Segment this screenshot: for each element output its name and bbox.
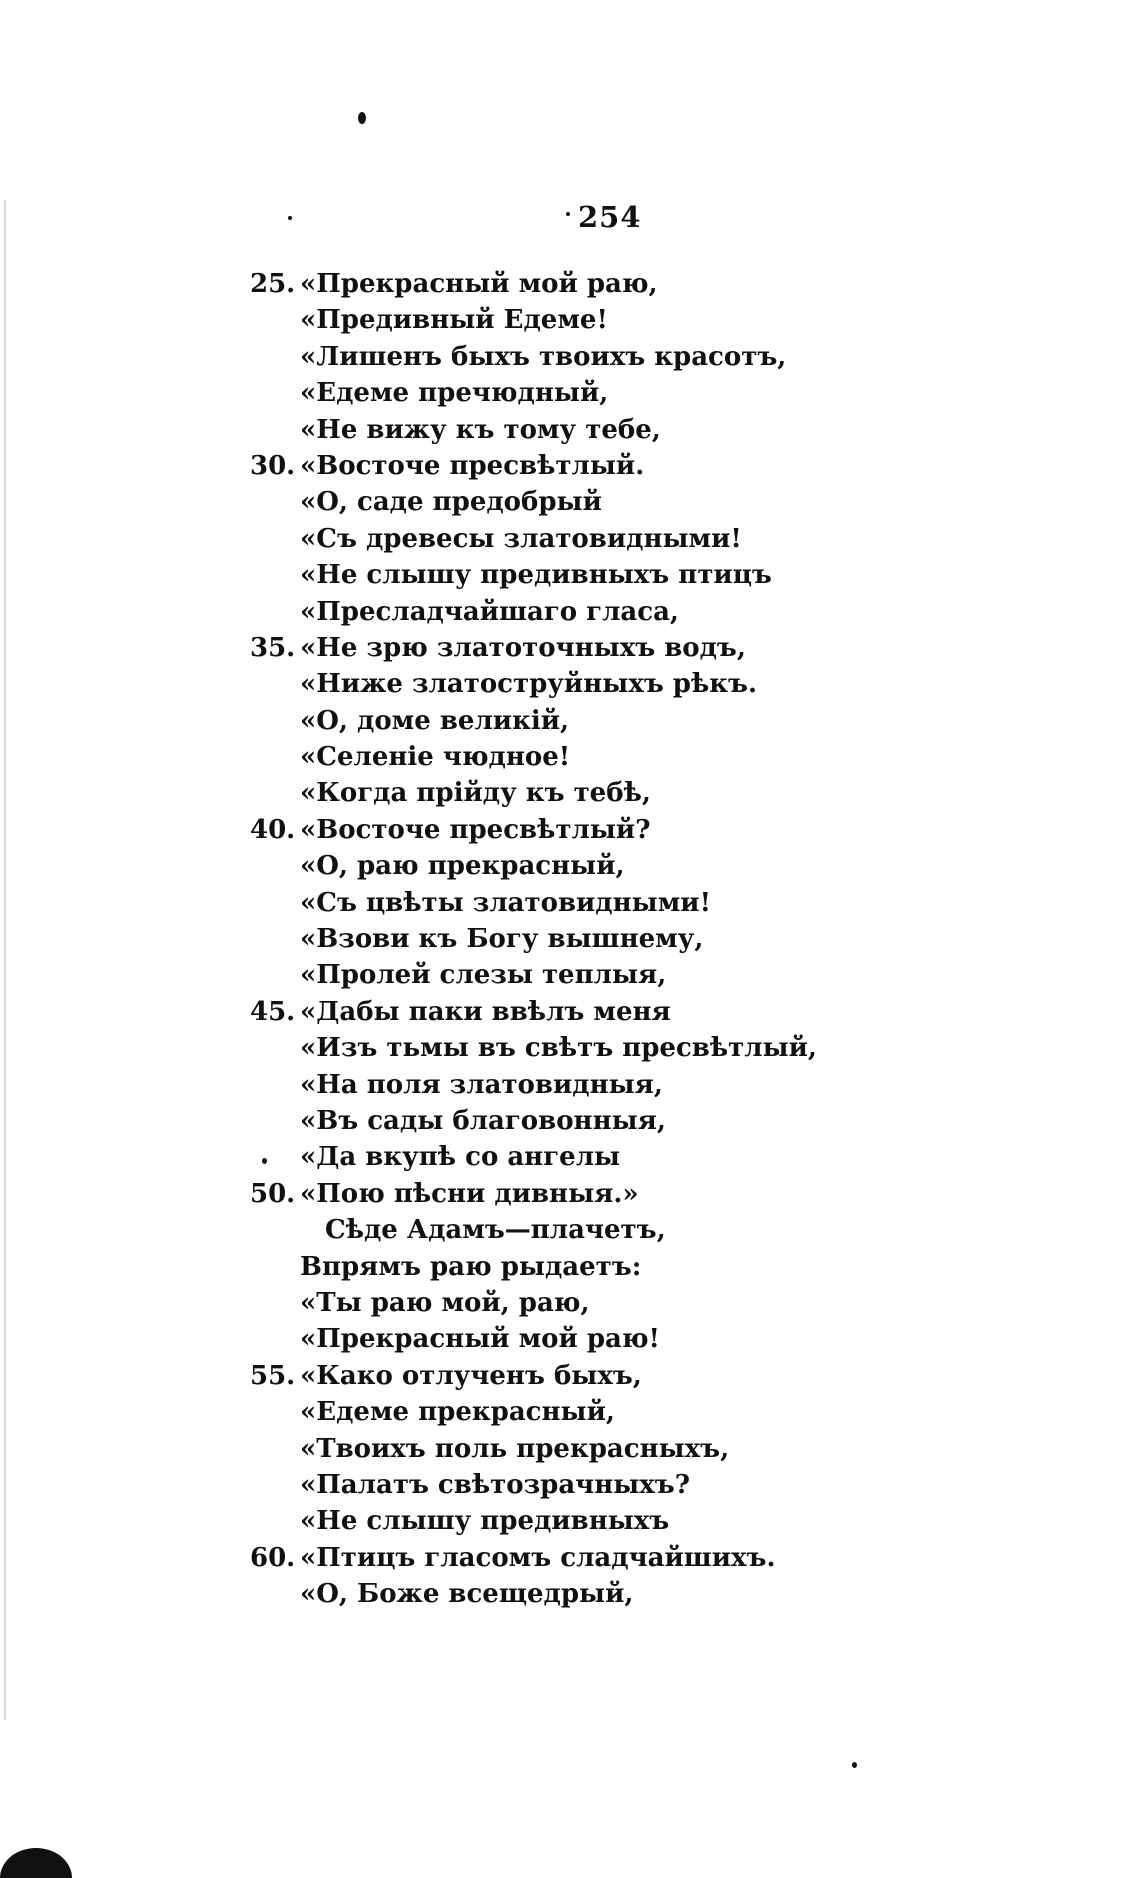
line-number: 30. bbox=[250, 450, 296, 481]
poem-line bbox=[0, 412, 1140, 448]
line-text: «Въ сады благовонныя, bbox=[300, 1105, 666, 1136]
poem-line bbox=[0, 448, 1140, 484]
poem-line bbox=[0, 1067, 1140, 1103]
poem-line bbox=[0, 557, 1140, 593]
speck-header-left bbox=[288, 216, 292, 220]
line-text: «Не слышу предивныхъ bbox=[300, 1506, 670, 1537]
speck-top bbox=[358, 112, 366, 124]
line-text: «Съ цвѣты златовидными! bbox=[300, 887, 711, 918]
line-text: «О, раю прекрасный, bbox=[300, 851, 625, 882]
poem-line bbox=[0, 1467, 1140, 1503]
line-number: 40. bbox=[250, 814, 296, 845]
page-number: 254 bbox=[578, 200, 642, 234]
poem-line bbox=[0, 302, 1140, 338]
line-text: «Восточе пресвѣтлый? bbox=[300, 814, 651, 845]
line-text: «О, доме великій, bbox=[300, 705, 570, 736]
line-number: 50. bbox=[250, 1178, 296, 1209]
line-text: «Пресладчайшаго гласа, bbox=[300, 596, 679, 627]
line-text: «На поля златовидныя, bbox=[300, 1069, 663, 1100]
line-text: «Не вижу къ тому тебе, bbox=[300, 414, 661, 445]
line-text: «Когда прійду къ тебѣ, bbox=[300, 778, 651, 809]
line-text: «Палатъ свѣтозрачныхъ? bbox=[300, 1469, 690, 1500]
line-text: Сѣде Адамъ—плачетъ, bbox=[325, 1215, 666, 1246]
line-text: «Дабы паки ввѣлъ меня bbox=[300, 996, 671, 1027]
line-text: Впрямъ раю рыдаетъ: bbox=[300, 1251, 642, 1282]
line-text: «Восточе пресвѣтлый. bbox=[300, 450, 645, 481]
poem-line bbox=[0, 994, 1140, 1030]
line-number: 35. bbox=[250, 632, 296, 663]
poem-line bbox=[0, 375, 1140, 411]
poem-line bbox=[0, 885, 1140, 921]
line-text: «Да вкупѣ со ангелы bbox=[300, 1142, 621, 1173]
line-text: «Твоихъ поль прекрасныхъ, bbox=[300, 1433, 730, 1464]
poem-line bbox=[0, 594, 1140, 630]
poem-line bbox=[0, 1103, 1140, 1139]
line-text: «Селеніе чюдное! bbox=[300, 742, 571, 773]
poem-line bbox=[0, 957, 1140, 993]
line-text: «Не зрю златоточныхъ водъ, bbox=[300, 632, 746, 663]
poem-line bbox=[0, 266, 1140, 302]
poem-line bbox=[0, 812, 1140, 848]
line-text: «Предивный Едеме! bbox=[300, 305, 608, 336]
poem-line bbox=[0, 1394, 1140, 1430]
poem-line bbox=[0, 1176, 1140, 1212]
poem-line bbox=[0, 521, 1140, 557]
speck-bottom-right bbox=[852, 1762, 857, 1768]
line-text: «Пролей слезы теплыя, bbox=[300, 960, 667, 991]
poem-line bbox=[0, 848, 1140, 884]
poem-line bbox=[0, 1285, 1140, 1321]
line-text: «О, саде предобрый bbox=[300, 487, 602, 518]
poem-line bbox=[0, 1540, 1140, 1576]
line-text: «Прекрасный мой раю! bbox=[300, 1324, 660, 1355]
poem-line bbox=[0, 921, 1140, 957]
line-text: «Не слышу предивныхъ птицъ bbox=[300, 560, 772, 591]
line-text: «Ты раю мой, раю, bbox=[300, 1287, 590, 1318]
line-number: 55. bbox=[250, 1360, 296, 1391]
line-number: 60. bbox=[250, 1542, 296, 1573]
line-text: «Изъ тьмы въ свѣтъ пресвѣтлый, bbox=[300, 1033, 817, 1064]
line-text: «Птицъ гласомъ сладчайшихъ. bbox=[300, 1542, 776, 1573]
poem-text bbox=[0, 266, 1140, 1612]
line-text: «Пою пѣсни дивныя.» bbox=[300, 1178, 639, 1209]
poem-line bbox=[0, 666, 1140, 702]
poem-line bbox=[0, 1503, 1140, 1539]
line-text: «Съ древесы златовидными! bbox=[300, 523, 742, 554]
poem-line bbox=[0, 1249, 1140, 1285]
line-text: «Лишенъ быхъ твоихъ красотъ, bbox=[300, 341, 787, 372]
poem-line bbox=[0, 484, 1140, 520]
poem-line bbox=[0, 1431, 1140, 1467]
poem-line bbox=[0, 1212, 1140, 1248]
line-text: «О, Боже всещедрый, bbox=[300, 1579, 634, 1610]
poem-line bbox=[0, 1358, 1140, 1394]
line-text: «Взови къ Богу вышнему, bbox=[300, 924, 704, 955]
line-text: «Прекрасный мой раю, bbox=[300, 269, 658, 299]
poem-line bbox=[0, 739, 1140, 775]
line-text: «Едеме прекрасный, bbox=[300, 1397, 615, 1428]
line-number: 45. bbox=[250, 996, 296, 1027]
line-number: 25. bbox=[250, 269, 296, 299]
poem-line bbox=[0, 1139, 1140, 1175]
poem-line bbox=[0, 630, 1140, 666]
line-text: «Едеме пречюдный, bbox=[300, 378, 609, 409]
poem-line bbox=[0, 775, 1140, 811]
speck-header-right bbox=[566, 212, 570, 216]
line-text: «Како отлученъ быхъ, bbox=[300, 1360, 642, 1391]
poem-line bbox=[0, 703, 1140, 739]
poem-line bbox=[0, 1576, 1140, 1612]
line-text: «Ниже златоструйныхъ рѣкъ. bbox=[300, 669, 758, 700]
poem-line bbox=[0, 339, 1140, 375]
poem-line bbox=[0, 1030, 1140, 1066]
poem-line bbox=[0, 1321, 1140, 1357]
